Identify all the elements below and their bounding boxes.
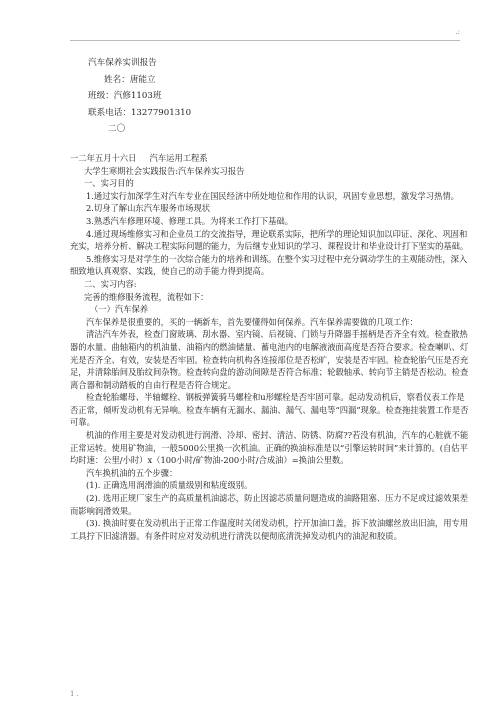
section-2-title: 二、实习内容: [84,278,137,289]
report-title: 汽车保养实训报告 [88,58,157,68]
purpose-5: 5.维修实习是对学生的一次综合能力的培养和训练。在整个实习过程中充分调动学生的主观能动性，深入细致地认真观察、实践，使自己的动手能力得到提高。 [70,253,468,277]
purpose-3: 3.熟悉汽车修理环境、修理工具。为将来工作打下基础。 [86,215,294,226]
student-phone: 联系电话：13277901310 [88,107,192,118]
header-mark: .: [455,28,460,36]
student-class: 班级：汽修1103班 [88,91,162,101]
maintenance-checks: 清洁汽车外表，检查门窗玻璃、刮水器、室内镜、后视镜、门锁与升降器手摇柄是否齐全有效。检查散热器的水量、曲轴箱内的机油量、油箱内的燃油储量、蓄电池内的电解液液面高度是否符合要求。检查喇叭、灯光是否齐全、有效，安装是否牢固。检查转向机构各连接部位是否松旷，安装是否牢固。检查轮胎气压是否充足，并清除胎间及胎纹间杂物。检查转向盘的游动间隙是否符合标准；轮毂轴承、转向节主销是否松动。检查离合器和制动踏板的自由行程是否符合规定。 [70,329,469,390]
date-line: 一二年五月十六日 汽车运用工程系 [70,153,208,163]
oil-step-1: (1). 正确选用润滑油的质量级别和粘度级别。 [86,480,253,491]
purpose-1: 1.通过实行加深学生对汽车专业在国民经济中所处地位和作用的认识，巩固专业思想，激发学习热情。 [86,190,459,201]
oil-step-3: (3). 换油时要在发动机出于正常工作温度时关闭发动机，拧开加油口盖，拆下放油螺丝放出旧油，用专用工具拧下旧滤清器。有条件时应对发动机进行清洗以便彻底清洗掉发动机内的油泥和胶质。 [70,518,469,541]
cover-block [88,55,191,138]
maintenance-intro: 汽车保养是很重要的，买的一辆新车，首先要懂得如何保养。汽车保养需要做的几项工作： [86,316,418,327]
oil-paragraph: 机油的作用主要是对发动机进行润滑、冷却、密封、清洁、防锈、防腐??若没有机油，汽车的心脏就不能正常运转。使用矿物油，一般5000公里换一次机油。正确的换油标准是以“引擎运转时间”来计算的。(自估平均时速：公里/小时）x（100小时/矿物油-200小时/合成油）=换油公里数。 [70,430,469,466]
maintenance-bolts: 检查轮胎螺母、半轴螺栓、钢板弹簧骑马螺栓和u形螺栓是否牢固可靠。起动发动机后，察看仪表工作是否正常，倾听发动机有无异响。检查车辆有无漏水、漏油、漏气、漏电等“四漏”现象。检查拖挂装置工作是否可靠。 [70,392,469,428]
oil-steps-title: 汽车换机油的五个步骤： [86,467,178,478]
report-subtitle: 大学生寒期社会实践报告:汽车保养实习报告 [84,165,245,176]
footer-mark: 1 . [70,690,79,698]
report-body [70,152,470,542]
header-rule [70,40,460,41]
section-1-title: 一、实习目的 [84,178,134,189]
subsection-maintenance: （一）汽车保养 [90,304,149,315]
section-2-intro: 完善的维修服务流程，流程如下： [84,291,209,302]
student-name: 姓名：唐能立 [104,74,156,85]
purpose-2: 2.切身了解山东汽车服务市场现状 [86,203,211,214]
oil-step-2: (2). 选用正规厂家生产的高质量机油滤芯，防止因滤芯质量问题造成的油路阻塞、压力不足或过滤效果差而影响润滑效果。 [70,493,469,516]
purpose-4: 4.通过现场维修实习和企业员工的交流指导，理论联系实际，把所学的理论知识加以印证、深化、巩固和充实，培养分析、解决工程实际问题的能力，为后继专业知识的学习、课程设计和毕业设计打下坚实的基础。 [70,228,469,252]
cover-year: 二〇 [108,124,126,134]
